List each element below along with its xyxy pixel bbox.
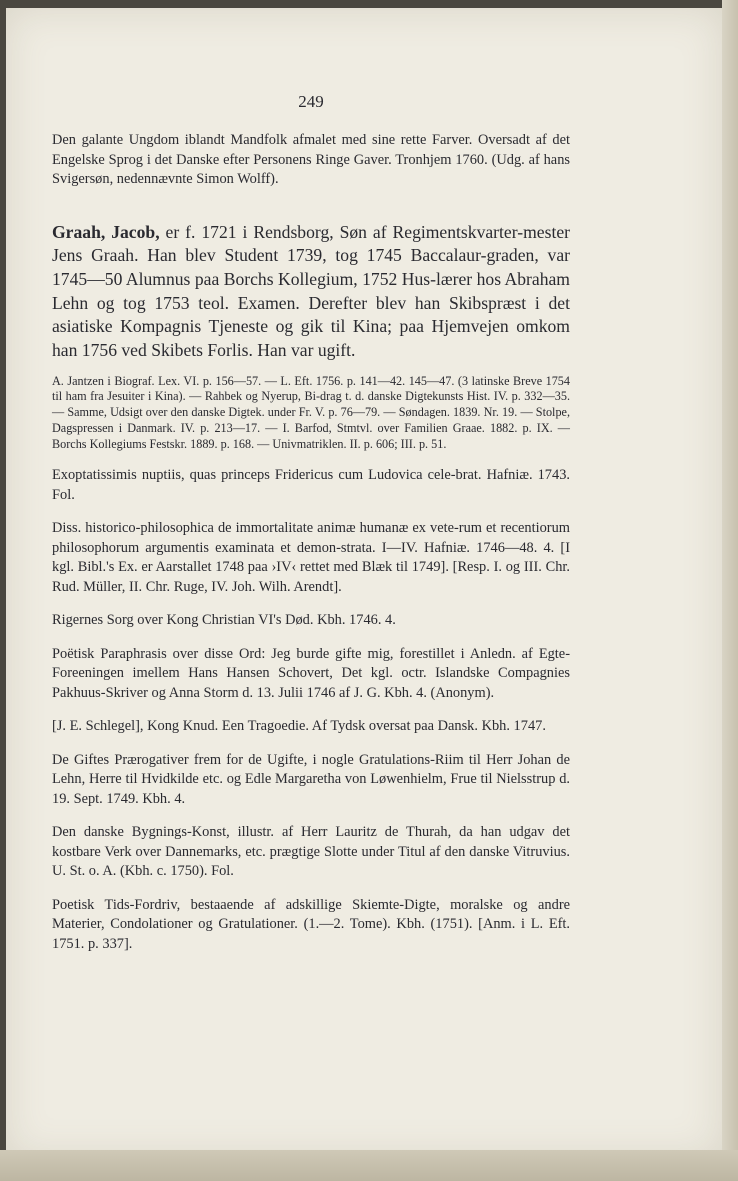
page-edge (722, 0, 738, 1181)
page-number: 249 (298, 92, 324, 111)
work-entry: Den galante Ungdom iblandt Mandfolk afmalet med sine rette Farver. Oversadt af det Engelske Sprog i det Danske efter Personens Ringe Gaver. Tronhjem 1760. (Udg. af hans Svigersøn, nedennævnte Simon Wolff). (52, 132, 570, 187)
work-entry: Poëtisk Paraphrasis over disse Ord: Jeg burde gifte mig, forestillet i Anledn. af Egte-Foreeningen imellem Hans Hansen Schovert, Det kgl. octr. Islandske Compagnies Pakhuus-Skriver og Anna Storm d. 13. Julii 1746 af J. G. Kbh. 4. (Anonym). (52, 645, 570, 701)
biography-name: Graah, Jacob, (52, 221, 160, 242)
references: A. Jantzen i Biograf. Lex. VI. p. 156—57. — L. Eft. 1756. p. 141—42. 145—47. (3 latinske Breve 1754 til ham fra Jesuiter i Kina). — Rahbek og Nyerup, Bi-drag t. d. danske Digtekunsts Hist. IV. p. 332—35. — Samme, Udsigt over den danske Digtek. under Fr. V. p. 76—79. — Søndagen. 1839. Nr. 19. — Stolpe, Dagspressen i Danmark. IV. p. 213—17. — I. Barfod, Stmtvl. over Familien Graae. 1882. p. IX. — Borchs Kollegiums Festskr. 1889. p. 168. — Univmatriklen. II. p. 606; III. p. 51. (52, 373, 570, 451)
page-content (52, 80, 570, 954)
page-bottom-edge (0, 1150, 738, 1181)
work-entry: Diss. historico-philosophica de immortalitate animæ humanæ ex vete-rum et recentiorum philosophorum argumentis examinata et demon-strata. I—IV. Hafniæ. 1746—48. 4. [I kgl. Bibl.'s Ex. er Aarstallet 1748 paa ›IV‹ rettet med Blæk til 1749]. [Resp. I. og III. Chr. Rud. Müller, II. Chr. Ruge, IV. Joh. Wilh. Arendt]. (52, 520, 570, 595)
work-entry: [J. E. Schlegel], Kong Knud. Een Tragoedie. Af Tydsk oversat paa Dansk. Kbh. 1747. (52, 718, 546, 735)
biography-text: er f. 1721 i Rendsborg, Søn af Regimentskvarter-mester Jens Graah. Han blev Student 1739, tog 1745 Baccalaur-graden, var 1745—50 Alumnus paa Borchs Kollegium, 1752 Hus-lærer hos Abraham Lehn og tog 1753 teol. Examen. Derefter blev han Skibspræst i det asiatiske Kompagnis Tjeneste og gik til Kina; paa Hjemvejen omkom han 1756 ved Skibets Forlis. Han var ugift. (52, 221, 570, 361)
work-entry: Exoptatissimis nuptiis, quas princeps Fridericus cum Ludovica cele-brat. Hafniæ. 1743. Fol. (52, 467, 570, 503)
work-entry: De Giftes Prærogativer frem for de Ugifte, i nogle Gratulations-Riim til Herr Johan de Lehn, Herre til Hvidkilde etc. og Edle Margaretha von Løwenhielm, Frue til Nielsstrup d. 19. Sept. 1749. Kbh. 4. (52, 751, 570, 807)
work-entry: Den danske Bygnings-Konst, illustr. af Herr Lauritz de Thurah, da han udgav det kostbare Verk over Dannemarks, etc. prægtige Slotte under Titul af den danske Vitruvius. U. St. o. A. (Kbh. c. 1750). Fol. (52, 824, 570, 880)
biography-paragraph (52, 221, 570, 363)
work-entry: Poetisk Tids-Fordriv, bestaaende af adskillige Skiemte-Digte, moralske og andre Materier, Condolationer og Gratulationer. (1.—2. Tome). Kbh. (1751). [Anm. i L. Eft. 1751. p. 337]. (52, 896, 570, 952)
work-entry: Rigernes Sorg over Kong Christian VI's Død. Kbh. 1746. 4. (52, 612, 396, 629)
